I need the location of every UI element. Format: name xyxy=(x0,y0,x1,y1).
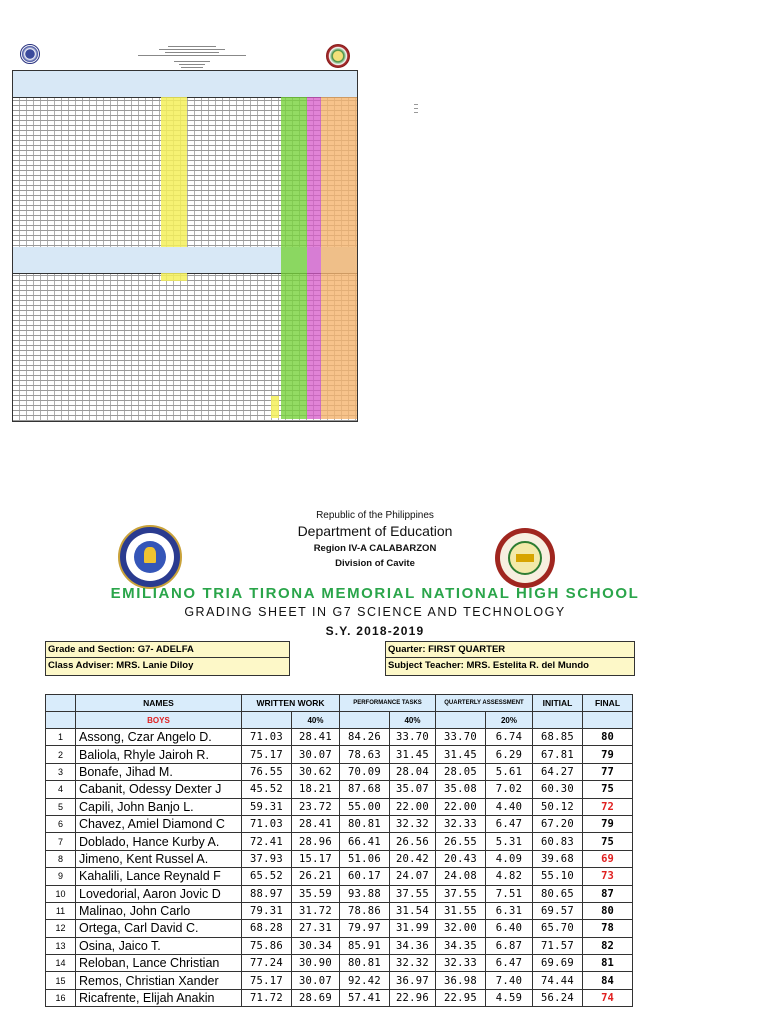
row-number: 12 xyxy=(46,920,76,937)
pt-ps: 79.97 xyxy=(340,920,390,937)
qa-ws: 6.47 xyxy=(486,955,533,972)
final-grade: 77 xyxy=(583,763,633,780)
pt-ws: 31.54 xyxy=(390,902,436,919)
student-name: Capili, John Banjo L. xyxy=(76,798,242,815)
qa-ws: 6.40 xyxy=(486,920,533,937)
ww-ps: 68.28 xyxy=(242,920,292,937)
qa-ws: 6.74 xyxy=(486,729,533,746)
final-grade: 82 xyxy=(583,937,633,954)
row-number: 15 xyxy=(46,972,76,989)
row-number: 3 xyxy=(46,763,76,780)
table-row xyxy=(46,746,633,763)
pt-ws: 34.36 xyxy=(390,937,436,954)
student-name: Ortega, Carl David C. xyxy=(76,920,242,937)
thumbnail-table xyxy=(12,70,358,422)
table-subheader-row xyxy=(46,712,633,729)
table-row xyxy=(46,955,633,972)
header-number xyxy=(46,695,76,712)
initial-grade: 60.83 xyxy=(533,833,583,850)
final-grade: 69 xyxy=(583,850,633,867)
ww-ps: 76.55 xyxy=(242,763,292,780)
ww-ps: 88.97 xyxy=(242,885,292,902)
table-row xyxy=(46,989,633,1006)
row-number: 14 xyxy=(46,955,76,972)
student-name: Osina, Jaico T. xyxy=(76,937,242,954)
student-name: Kahalili, Lance Reynald F xyxy=(76,868,242,885)
ww-ws: 28.69 xyxy=(292,989,340,1006)
school-name: EMILIANO TRIA TIRONA MEMORIAL NATIONAL HIGH SCHOOL xyxy=(110,585,640,602)
pt-ps: 80.81 xyxy=(340,955,390,972)
table-row xyxy=(46,937,633,954)
thumbnail-orange-band xyxy=(321,97,357,419)
initial-grade: 50.12 xyxy=(533,798,583,815)
final-grade: 74 xyxy=(583,989,633,1006)
grades-table xyxy=(45,694,633,1007)
pt-ws: 28.04 xyxy=(390,763,436,780)
qa-ps: 33.70 xyxy=(436,729,486,746)
final-grade: 75 xyxy=(583,781,633,798)
ww-ps: 45.52 xyxy=(242,781,292,798)
qa-ps: 31.55 xyxy=(436,902,486,919)
grade-section: Grade and Section: G7- ADELFA xyxy=(46,642,289,658)
table-row xyxy=(46,850,633,867)
header-initial: INITIAL xyxy=(533,695,583,712)
ww-ws: 28.41 xyxy=(292,729,340,746)
initial-grade: 67.20 xyxy=(533,815,583,832)
pt-ps: 70.09 xyxy=(340,763,390,780)
quarter: Quarter: FIRST QUARTER xyxy=(386,642,634,658)
ww-ws: 30.07 xyxy=(292,746,340,763)
ww-ws: 28.41 xyxy=(292,815,340,832)
qa-ws: 5.31 xyxy=(486,833,533,850)
final-grade: 75 xyxy=(583,833,633,850)
ww-ws: 26.21 xyxy=(292,868,340,885)
final-grade: 87 xyxy=(583,885,633,902)
qa-ws: 4.59 xyxy=(486,989,533,1006)
school-year: S.Y. 2018-2019 xyxy=(325,624,425,638)
pt-ps: 93.88 xyxy=(340,885,390,902)
qa-ws: 6.29 xyxy=(486,746,533,763)
pt-ps: 60.17 xyxy=(340,868,390,885)
qa-ws: 5.61 xyxy=(486,763,533,780)
group-label-boys: BOYS xyxy=(76,712,242,729)
pt-ws: 33.70 xyxy=(390,729,436,746)
sheet-thumbnail xyxy=(12,40,358,426)
final-grade: 72 xyxy=(583,798,633,815)
student-name: Reloban, Lance Christian xyxy=(76,955,242,972)
pt-ps: 57.41 xyxy=(340,989,390,1006)
final-grade: 80 xyxy=(583,902,633,919)
qa-ws: 6.87 xyxy=(486,937,533,954)
table-row xyxy=(46,798,633,815)
qa-ps: 32.33 xyxy=(436,955,486,972)
thumbnail-header-lines xyxy=(132,44,252,70)
pt-ps: 78.63 xyxy=(340,746,390,763)
pt-ws: 36.97 xyxy=(390,972,436,989)
pt-ps: 84.26 xyxy=(340,729,390,746)
final-grade: 79 xyxy=(583,746,633,763)
qa-ps: 32.33 xyxy=(436,815,486,832)
header-final: FINAL xyxy=(583,695,633,712)
qa-ws: 4.40 xyxy=(486,798,533,815)
qa-ws: 6.47 xyxy=(486,815,533,832)
qa-ps: 37.55 xyxy=(436,885,486,902)
pt-ps: 85.91 xyxy=(340,937,390,954)
final-grade: 84 xyxy=(583,972,633,989)
pt-ps: 66.41 xyxy=(340,833,390,850)
pt-ws: 37.55 xyxy=(390,885,436,902)
initial-grade: 71.57 xyxy=(533,937,583,954)
student-name: Ricafrente, Elijah Anakin xyxy=(76,989,242,1006)
qa-ps: 20.43 xyxy=(436,850,486,867)
stray-marks xyxy=(414,104,418,116)
subheader-blank xyxy=(583,712,633,729)
final-grade: 78 xyxy=(583,920,633,937)
pt-ws: 32.32 xyxy=(390,815,436,832)
final-grade: 80 xyxy=(583,729,633,746)
qa-ps: 26.55 xyxy=(436,833,486,850)
row-number: 2 xyxy=(46,746,76,763)
initial-grade: 74.44 xyxy=(533,972,583,989)
school-seal-small-icon xyxy=(326,44,350,68)
subheader-blank xyxy=(436,712,486,729)
thumbnail-boys-header xyxy=(13,71,357,98)
subject-teacher: Subject Teacher: MRS. Estelita R. del Mundo xyxy=(388,660,589,671)
header-quarterly-assessment: QUARTERLY ASSESSMENT xyxy=(436,695,533,712)
pt-weight: 40% xyxy=(390,712,436,729)
row-number: 6 xyxy=(46,815,76,832)
thumbnail-magenta-band xyxy=(307,97,321,419)
qa-weight: 20% xyxy=(486,712,533,729)
pt-ps: 87.68 xyxy=(340,781,390,798)
qa-ps: 28.05 xyxy=(436,763,486,780)
header-names: NAMES xyxy=(76,695,242,712)
ww-ws: 30.90 xyxy=(292,955,340,972)
row-number: 16 xyxy=(46,989,76,1006)
student-name: Doblado, Hance Kurby A. xyxy=(76,833,242,850)
student-name: Baliola, Rhyle Jairoh R. xyxy=(76,746,242,763)
sheet-title: GRADING SHEET IN G7 SCIENCE AND TECHNOLOGY xyxy=(184,605,566,619)
ww-weight: 40% xyxy=(292,712,340,729)
ww-ws: 31.72 xyxy=(292,902,340,919)
thumbnail-yellow-band xyxy=(161,97,187,247)
qa-ws: 7.51 xyxy=(486,885,533,902)
row-number: 10 xyxy=(46,885,76,902)
student-name: Remos, Christian Xander xyxy=(76,972,242,989)
subheader-blank xyxy=(340,712,390,729)
ww-ps: 71.03 xyxy=(242,729,292,746)
ww-ps: 65.52 xyxy=(242,868,292,885)
qa-ws: 7.02 xyxy=(486,781,533,798)
table-row xyxy=(46,729,633,746)
subheader-blank xyxy=(46,712,76,729)
ww-ws: 30.34 xyxy=(292,937,340,954)
student-name: Chavez, Amiel Diamond C xyxy=(76,815,242,832)
pt-ws: 31.45 xyxy=(390,746,436,763)
pt-ws: 22.00 xyxy=(390,798,436,815)
student-name: Cabanit, Odessy Dexter J xyxy=(76,781,242,798)
table-row xyxy=(46,833,633,850)
region-label: Region IV-A CALABARZON xyxy=(313,543,437,554)
row-number: 7 xyxy=(46,833,76,850)
qa-ws: 7.40 xyxy=(486,972,533,989)
qa-ps: 22.00 xyxy=(436,798,486,815)
quarter-info-box xyxy=(385,641,635,676)
thumbnail-yellow-mark-2 xyxy=(271,396,279,418)
deped-seal-small-icon xyxy=(20,44,40,64)
final-grade: 81 xyxy=(583,955,633,972)
student-name: Malinao, John Carlo xyxy=(76,902,242,919)
ww-ws: 15.17 xyxy=(292,850,340,867)
initial-grade: 56.24 xyxy=(533,989,583,1006)
ww-ps: 75.86 xyxy=(242,937,292,954)
header-written-work: WRITTEN WORK xyxy=(242,695,340,712)
ww-ws: 30.62 xyxy=(292,763,340,780)
ww-ps: 71.03 xyxy=(242,815,292,832)
row-number: 9 xyxy=(46,868,76,885)
initial-grade: 64.27 xyxy=(533,763,583,780)
grade-rows xyxy=(46,729,633,1007)
table-row xyxy=(46,815,633,832)
header-performance-tasks: PERFORMANCE TASKS xyxy=(340,695,436,712)
final-grade: 73 xyxy=(583,868,633,885)
final-grade: 79 xyxy=(583,815,633,832)
qa-ws: 4.09 xyxy=(486,850,533,867)
ww-ws: 30.07 xyxy=(292,972,340,989)
class-info-box xyxy=(45,641,290,676)
table-row xyxy=(46,868,633,885)
pt-ps: 51.06 xyxy=(340,850,390,867)
pt-ws: 26.56 xyxy=(390,833,436,850)
ww-ps: 59.31 xyxy=(242,798,292,815)
qa-ps: 35.08 xyxy=(436,781,486,798)
ww-ps: 79.31 xyxy=(242,902,292,919)
table-row xyxy=(46,781,633,798)
initial-grade: 55.10 xyxy=(533,868,583,885)
pt-ps: 80.81 xyxy=(340,815,390,832)
qa-ps: 34.35 xyxy=(436,937,486,954)
student-name: Lovedorial, Aaron Jovic D xyxy=(76,885,242,902)
qa-ps: 22.95 xyxy=(436,989,486,1006)
qa-ps: 32.00 xyxy=(436,920,486,937)
ww-ws: 27.31 xyxy=(292,920,340,937)
qa-ws: 4.82 xyxy=(486,868,533,885)
qa-ps: 24.08 xyxy=(436,868,486,885)
table-row xyxy=(46,902,633,919)
ww-ps: 71.72 xyxy=(242,989,292,1006)
initial-grade: 39.68 xyxy=(533,850,583,867)
row-number: 13 xyxy=(46,937,76,954)
qa-ws: 6.31 xyxy=(486,902,533,919)
pt-ws: 32.32 xyxy=(390,955,436,972)
division-label: Division of Cavite xyxy=(335,558,415,569)
pt-ws: 35.07 xyxy=(390,781,436,798)
subheader-blank xyxy=(533,712,583,729)
pt-ws: 31.99 xyxy=(390,920,436,937)
table-row xyxy=(46,885,633,902)
department-label: Department of Education xyxy=(297,523,453,539)
pt-ws: 20.42 xyxy=(390,850,436,867)
ww-ws: 35.59 xyxy=(292,885,340,902)
ww-ps: 37.93 xyxy=(242,850,292,867)
table-row xyxy=(46,763,633,780)
ww-ws: 28.96 xyxy=(292,833,340,850)
initial-grade: 69.57 xyxy=(533,902,583,919)
class-adviser: Class Adviser: MRS. Lanie Diloy xyxy=(48,660,194,671)
pt-ps: 92.42 xyxy=(340,972,390,989)
thumbnail-yellow-mark xyxy=(161,273,187,281)
ww-ps: 77.24 xyxy=(242,955,292,972)
ww-ps: 72.41 xyxy=(242,833,292,850)
subheader-blank xyxy=(242,712,292,729)
ww-ps: 75.17 xyxy=(242,746,292,763)
row-number: 8 xyxy=(46,850,76,867)
table-header-row xyxy=(46,695,633,712)
ww-ws: 23.72 xyxy=(292,798,340,815)
qa-ps: 36.98 xyxy=(436,972,486,989)
pt-ps: 78.86 xyxy=(340,902,390,919)
table-row xyxy=(46,920,633,937)
student-name: Jimeno, Kent Russel A. xyxy=(76,850,242,867)
pt-ws: 24.07 xyxy=(390,868,436,885)
initial-grade: 68.85 xyxy=(533,729,583,746)
row-number: 5 xyxy=(46,798,76,815)
row-number: 11 xyxy=(46,902,76,919)
initial-grade: 65.70 xyxy=(533,920,583,937)
row-number: 4 xyxy=(46,781,76,798)
ww-ws: 18.21 xyxy=(292,781,340,798)
republic-label: Republic of the Philippines xyxy=(316,510,434,521)
row-number: 1 xyxy=(46,729,76,746)
table-row xyxy=(46,972,633,989)
student-name: Bonafe, Jihad M. xyxy=(76,763,242,780)
initial-grade: 60.30 xyxy=(533,781,583,798)
initial-grade: 69.69 xyxy=(533,955,583,972)
student-name: Assong, Czar Angelo D. xyxy=(76,729,242,746)
pt-ws: 22.96 xyxy=(390,989,436,1006)
ww-ps: 75.17 xyxy=(242,972,292,989)
qa-ps: 31.45 xyxy=(436,746,486,763)
pt-ps: 55.00 xyxy=(340,798,390,815)
initial-grade: 67.81 xyxy=(533,746,583,763)
thumbnail-green-band xyxy=(281,97,307,419)
initial-grade: 80.65 xyxy=(533,885,583,902)
